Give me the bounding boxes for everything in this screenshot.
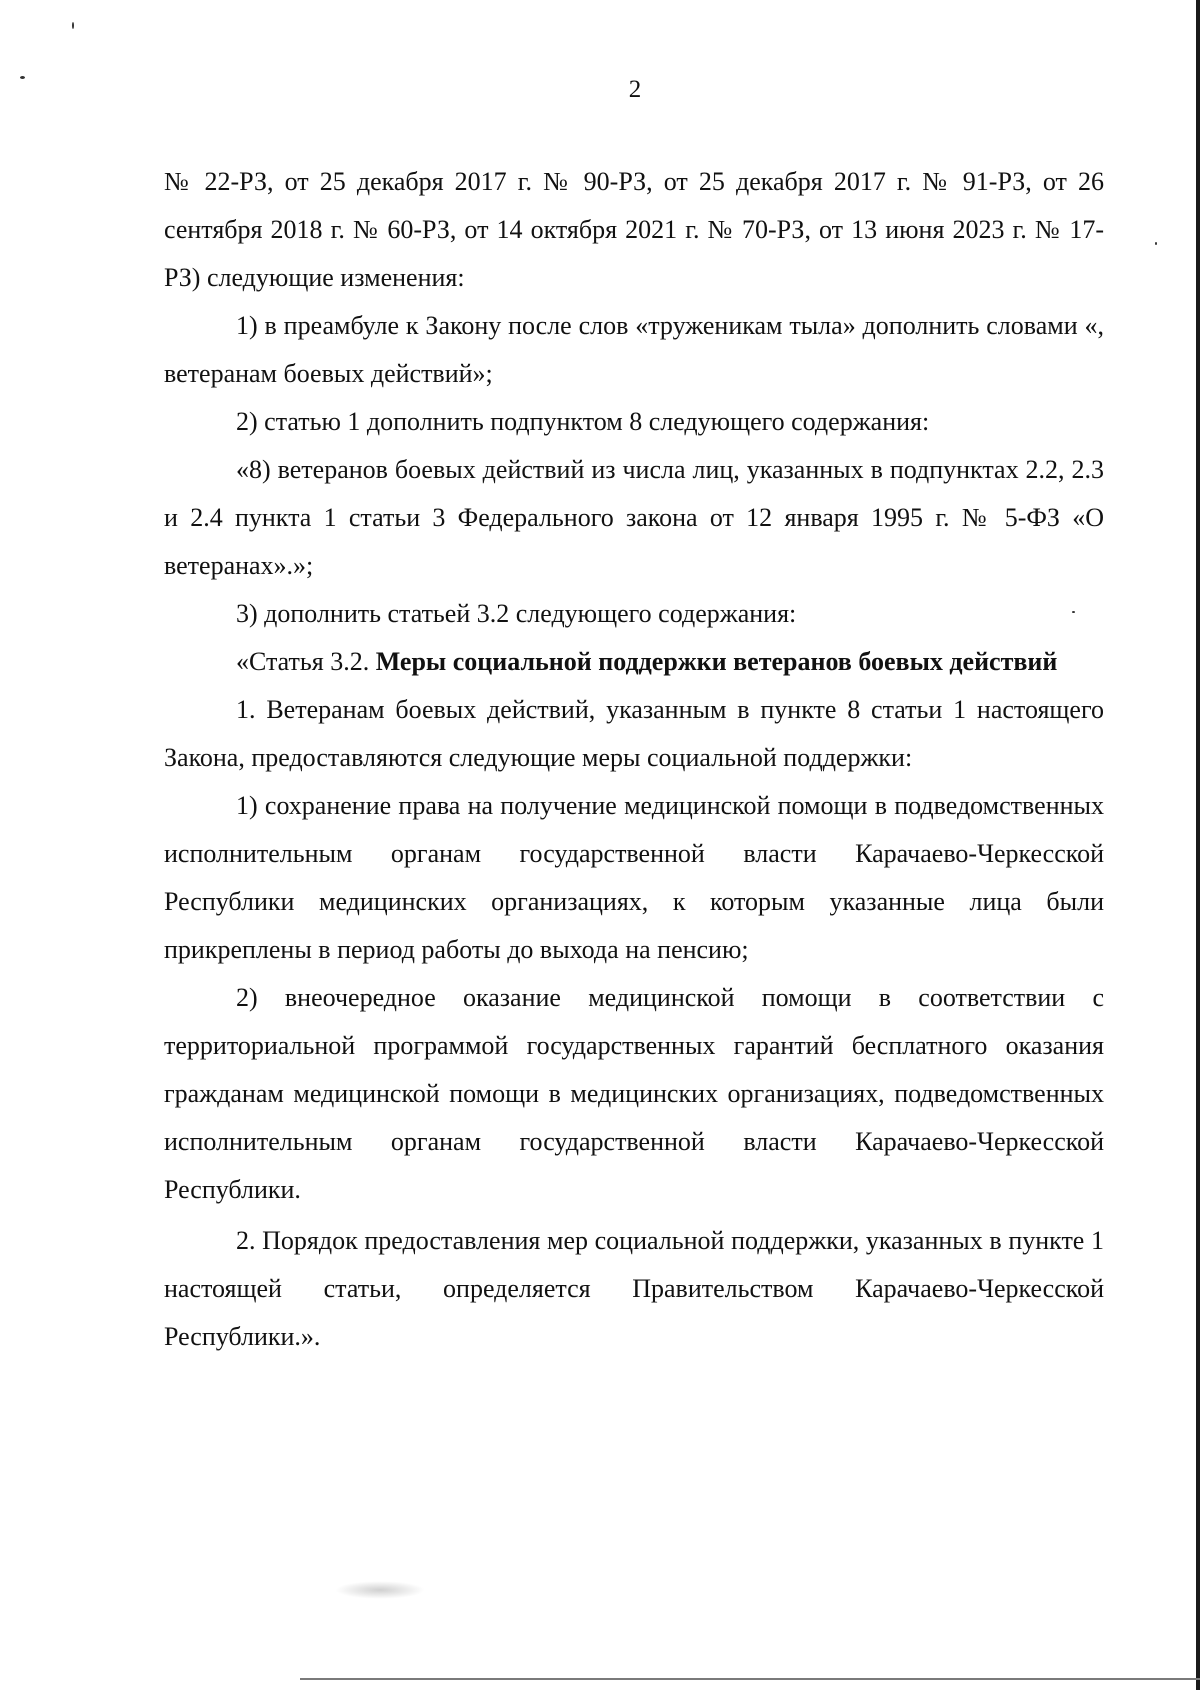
document-body (164, 158, 1104, 1361)
scan-edge-right (1196, 0, 1200, 1690)
article-heading-prefix: «Статья 3.2. (236, 647, 376, 676)
scan-speck (20, 76, 25, 79)
article-clause-2: 2. Порядок предоставления мер социальной поддержки, указанных в пункте 1 настоящей статьи, определяется Правительством Карачаево-Черкесской Республики.». (164, 1226, 1104, 1351)
scan-speck (1155, 242, 1157, 245)
scan-edge-bottom (300, 1678, 1200, 1680)
paragraph-item-1: 1) в преамбуле к Закону после слов «труженикам тыла» дополнить словами «, ветеранам боевых действий»; (164, 311, 1104, 388)
paragraph-amendment-list: № 22-РЗ, от 25 декабря 2017 г. № 90-РЗ, от 25 декабря 2017 г. № 91-РЗ, от 26 сентября 2018 г. № 60-РЗ, от 14 октября 2021 г. № 70-РЗ, от 13 июня 2023 г. № 17-РЗ) следующие изменения: (164, 167, 1104, 292)
scan-smudge (335, 1581, 425, 1599)
scan-speck (72, 22, 74, 29)
article-heading (164, 638, 1104, 686)
paragraph-subitem-8: «8) ветеранов боевых действий из числа лиц, указанных в подпунктах 2.2, 2.3 и 2.4 пункта 1 статьи 3 Федерального закона от 12 января 1995 г. № 5-ФЗ «О ветеранах».»; (164, 455, 1104, 580)
page-number: 2 (628, 76, 642, 103)
article-clause-1: 1. Ветеранам боевых действий, указанным в пункте 8 статьи 1 настоящего Закона, предоставляются следующие меры социальной поддержки: (164, 695, 1104, 772)
clause-1-subitem-2: 2) внеочередное оказание медицинской помощи в соответствии с территориальной программой государственных гарантий бесплатного оказания гражданам медицинской помощи в медицинских организациях, подведомственных исполнительным органам государственной власти Карачаево-Черкесской Республики. (164, 983, 1104, 1204)
paragraph-item-3: 3) дополнить статьей 3.2 следующего содержания: (236, 599, 797, 628)
clause-1-subitem-1: 1) сохранение права на получение медицинской помощи в подведомственных исполнительным органам государственной власти Карачаево-Черкесской Республики медицинских организациях, к которым указанные лица были прикреплены в период работы до выхода на пенсию; (164, 791, 1104, 964)
paragraph-item-2: 2) статью 1 дополнить подпунктом 8 следующего содержания: (236, 407, 930, 436)
scan-speck (1072, 611, 1075, 613)
article-heading-title: Меры социальной поддержки ветеранов боевых действий (375, 647, 1058, 676)
